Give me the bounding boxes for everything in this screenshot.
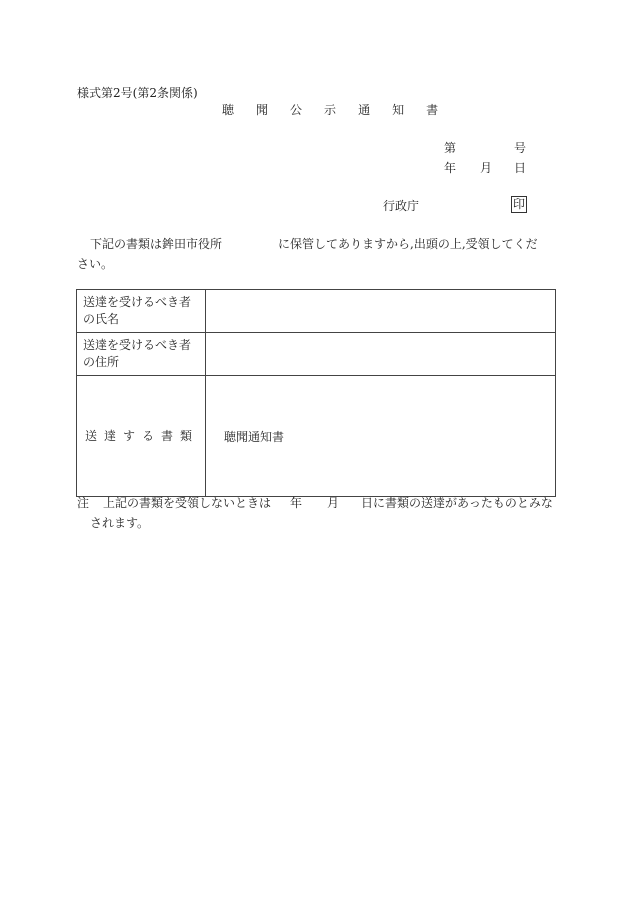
note-text-a: 上記の書類を受領しないときは (103, 496, 272, 510)
note-month: 月 (327, 496, 340, 510)
table-row (77, 376, 556, 497)
recipient-name-value (206, 290, 556, 333)
recipient-address-value (206, 333, 556, 376)
document-type-label: 送達する書類 (77, 376, 206, 497)
recipient-name-label: 送達を受けるべき者の氏名 (77, 290, 206, 333)
note-text-b: 日に書類の送達があったものとみな (361, 496, 553, 510)
title-char: 書 (426, 103, 439, 117)
form-number: 様式第2号(第2条関係) (77, 86, 198, 100)
note-line2: されます。 (90, 516, 150, 530)
issuing-agency: 行政庁 (383, 199, 420, 213)
body-text-line1-a: 下記の書類は鉾田市役所 (90, 237, 223, 251)
title-char: 聞 (256, 103, 269, 117)
title-char: 知 (392, 103, 405, 117)
title-char: 公 (290, 103, 303, 117)
number-go: 号 (514, 141, 527, 155)
title-char: 通 (358, 103, 371, 117)
delivery-table (76, 289, 556, 497)
title-char: 聴 (222, 103, 235, 117)
date-day: 日 (514, 161, 527, 175)
recipient-address-label: 送達を受けるべき者の住所 (77, 333, 206, 376)
date-month: 月 (480, 161, 493, 175)
date-year: 年 (444, 161, 457, 175)
seal-mark: 印 (513, 197, 526, 211)
note-prefix: 注 (77, 496, 90, 510)
note-year: 年 (290, 496, 303, 510)
document-type-value: 聴聞通知書 (206, 376, 556, 497)
body-text-line1-b: に保管してありますから,出頭の上,受領してくだ (278, 237, 538, 251)
body-text-line2: さい。 (77, 257, 114, 271)
document-title (222, 104, 438, 116)
title-char: 示 (324, 103, 337, 117)
table-row (77, 333, 556, 376)
number-dai: 第 (444, 141, 457, 155)
table-row (77, 290, 556, 333)
